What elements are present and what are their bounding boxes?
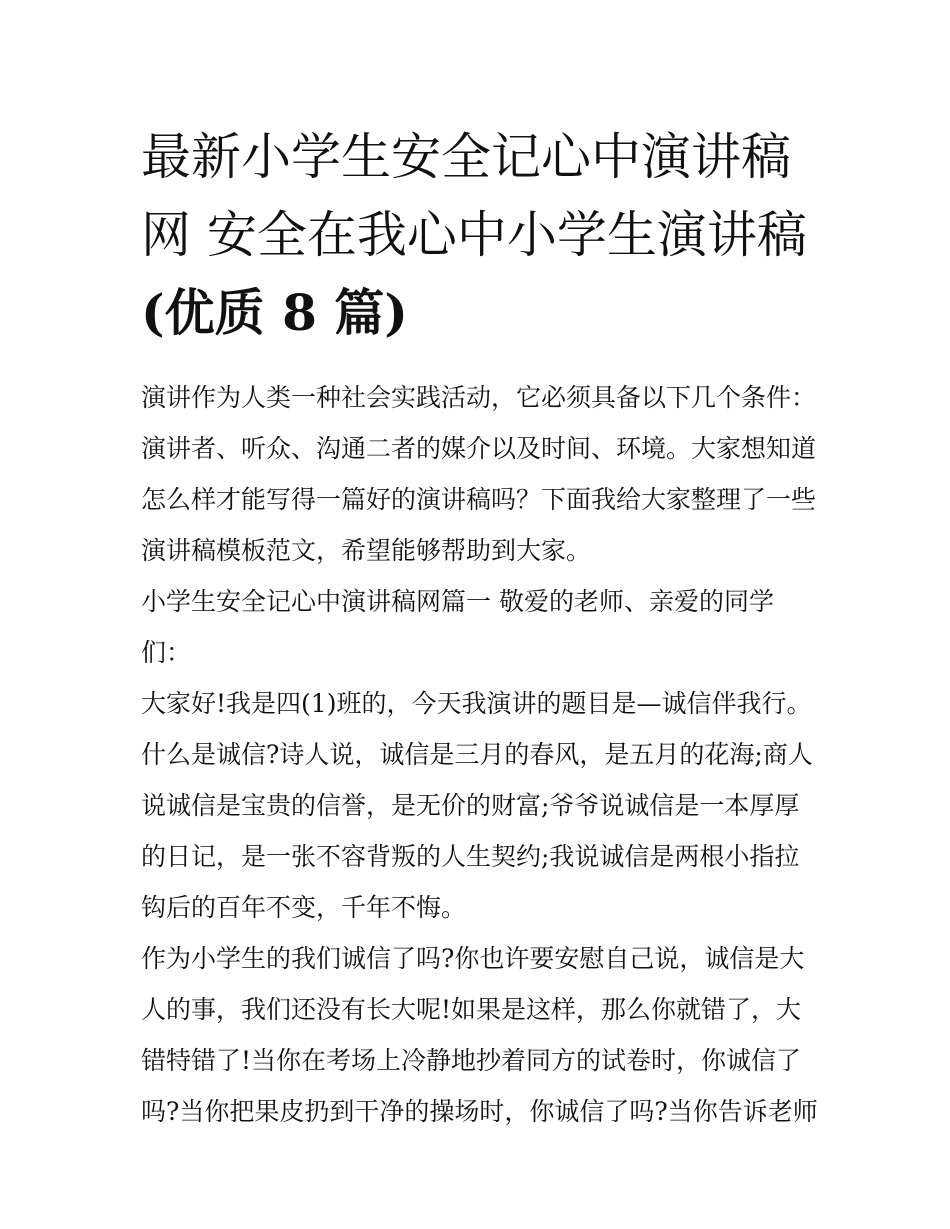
paragraph-line: 钩后的百年不变，千年不悔。: [141, 893, 467, 922]
document-content: [141, 118, 821, 1137]
paragraph-line: 吗?当你把果皮扔到干净的操场时，你诚信了吗?当你告诉老师: [141, 1097, 818, 1126]
paragraph-line: 的日记，是一张不容背叛的人生契约;我说诚信是两根小指拉: [141, 842, 800, 871]
speech-paragraph: [141, 678, 821, 933]
intro-paragraph: [141, 372, 821, 576]
speech-paragraph: [141, 933, 821, 1137]
paragraph-line: 作为小学生的我们诚信了吗?你也许要安慰自己说，诚信是大: [141, 944, 805, 973]
paragraph-line: 怎么样才能写得一篇好的演讲稿吗？下面我给大家整理了一些: [141, 485, 817, 514]
section-heading-paragraph: [141, 576, 821, 678]
title-line: [141, 274, 821, 352]
title-line: 最新小学生安全记心中演讲稿: [141, 128, 791, 186]
paragraph-line: 小学生安全记心中演讲稿网篇一 敬爱的老师、亲爱的同学: [141, 587, 774, 616]
paragraph-line: 演讲稿模板范文，希望能够帮助到大家。: [141, 536, 592, 565]
paragraph-line: 大家好!我是四(1)班的，今天我演讲的题目是—诚信伴我行。: [141, 689, 812, 718]
paragraph-line: 错特错了!当你在考场上冷静地抄着同方的试卷时，你诚信了: [141, 1046, 802, 1075]
paragraph-line: 说诚信是宝贵的信誉，是无价的财富;爷爷说诚信是一本厚厚: [141, 791, 800, 820]
paragraph-line: 什么是诚信?诗人说，诚信是三月的春风，是五月的花海;商人: [141, 740, 813, 769]
title-line-text: (优质 8 篇): [141, 283, 408, 342]
title-line: 网 安全在我心中小学生演讲稿: [141, 206, 807, 264]
document-title: [141, 118, 821, 352]
paragraph-line: 人的事，我们还没有长大呢!如果是这样，那么你就错了，大: [141, 995, 802, 1024]
paragraph-line: 们：: [141, 638, 192, 667]
paragraph-line: 演讲者、听众、沟通二者的媒介以及时间、环境。大家想知道: [141, 434, 817, 463]
paragraph-line: 演讲作为人类一种社会实践活动，它必须具备以下几个条件：: [141, 383, 817, 412]
